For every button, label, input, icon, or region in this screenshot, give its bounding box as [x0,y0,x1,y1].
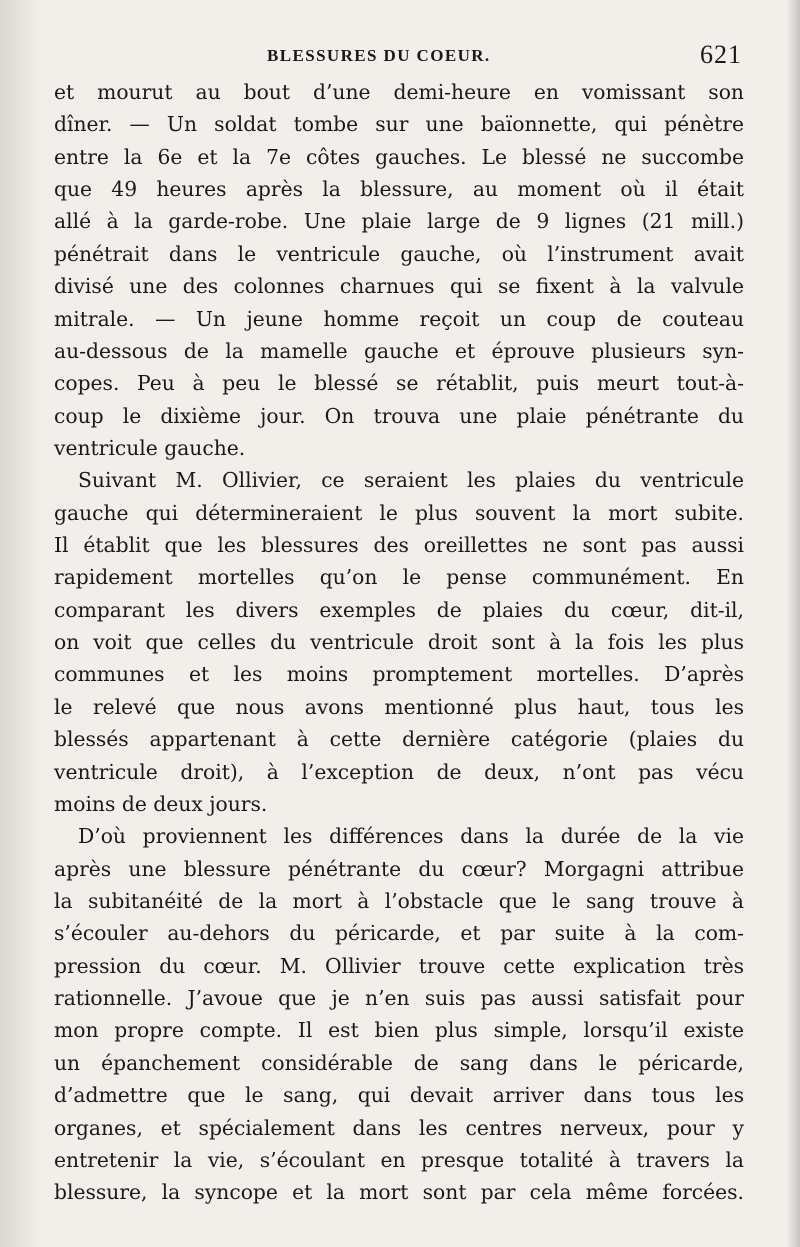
text-line: dîner. — Un soldat tombe sur une baïonnette, qui pénètre [54,112,744,137]
text-line: on voit que celles du ventricule droit sont à la fois les plus [54,630,744,655]
paragraph-first-line: D’où proviennent les différences dans la durée de la vie [78,824,744,849]
text-line: rationnelle. J’avoue que je n’en suis pas aussi satisfait pour [54,986,744,1011]
text-line: pression du cœur. M. Ollivier trouve cette explication très [54,953,744,978]
text-line: blessés appartenant à cette dernière catégorie (plaies du [54,727,744,752]
text-line: coup le dixième jour. On trouva une plaie pénétrante du [54,403,744,428]
text-line: mitrale. — Un jeune homme reçoit un coup de couteau [54,306,744,331]
text-line: blessure, la syncope et la mort sont par cela même forcées. [54,1180,744,1205]
text-line: après une blessure pénétrante du cœur? Morgagni attribue [54,856,744,881]
text-line: que 49 heures après la blessure, au moment où il était [54,177,744,202]
text-line: mon propre compte. Il est bien plus simple, lorsqu’il existe [54,1018,744,1043]
text-line: Il établit que les blessures des oreillettes ne sont pas aussi [54,533,744,558]
page-number: 621 [700,40,742,69]
text-line: ventricule droit), à l’exception de deux, n’ont pas vécu [54,759,744,784]
text-line: entretenir la vie, s’écoulant en presque totalité à travers la [54,1147,744,1172]
text-line: entre la 6e et la 7e côtes gauches. Le blessé ne succombe [54,144,744,169]
body-text [54,76,744,1209]
text-line: et mourut au bout d’une demi-heure en vomissant son [54,80,744,104]
text-line: un épanchement considérable de sang dans le péricarde, [54,1050,744,1075]
text-line: la subitanéité de la mort à l’obstacle que le sang trouve à [54,888,744,913]
text-line: organes, et spécialement dans les centres nerveux, pour y [54,1115,744,1140]
text-line: rapidement mortelles qu’on le pense communément. En [54,565,744,590]
text-line: pénétrait dans le ventricule gauche, où l’instrument avait [54,241,744,266]
text-line: gauche qui détermineraient le plus souvent la mort subite. [54,500,744,525]
running-head [52,40,742,72]
text-line: d’admettre que le sang, qui devait arriver dans tous les [54,1083,744,1108]
text-line: divisé une des colonnes charnues qui se fixent à la valvule [54,274,744,299]
paragraph-end-line: ventricule gauche. [54,435,246,460]
text-line: au-dessous de la mamelle gauche et éprouve plusieurs syn- [54,338,744,363]
text-line: copes. Peu à peu le blessé se rétablit, puis meurt tout-à- [54,371,744,396]
text-line: communes et les moins promptement mortelles. D’après [54,662,744,687]
paragraph-end-line: moins de deux jours. [54,791,268,816]
running-title: BLESSURES DU COEUR. [267,46,491,65]
text-line: s’écouler au-dehors du péricarde, et par suite à la com- [54,921,744,946]
text-line: le relevé que nous avons mentionné plus haut, tous les [54,694,744,719]
text-line: comparant les divers exemples de plaies du cœur, dit-il, [54,597,744,622]
text-line: allé à la garde-robe. Une plaie large de 9 lignes (21 mill.) [54,209,744,234]
paragraph-first-line: Suivant M. Ollivier, ce seraient les plaies du ventricule [78,468,744,493]
